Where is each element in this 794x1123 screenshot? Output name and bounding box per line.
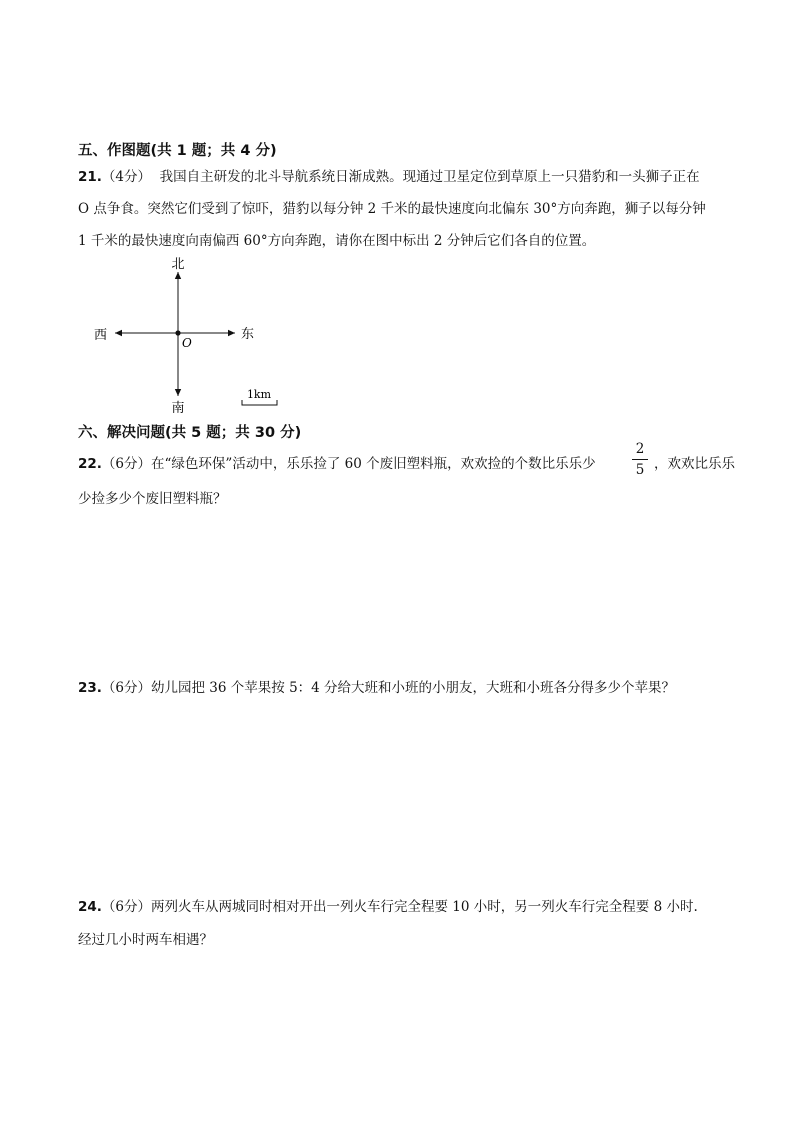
question-24-line-1 [78, 895, 698, 915]
question-22-line-1a [78, 452, 596, 472]
question-24-line-2: 经过几小时两车相遇？ [78, 932, 213, 948]
question-text: 幼儿园把 36 个苹果按 5：4 分给大班和小班的小朋友，大班和小班各分得多少个苹果？ [151, 680, 676, 696]
section-title-5: 五、作图题(共 1 题；共 4 分) [78, 143, 277, 159]
question-text: 在“绿色环保”活动中，乐乐捡了 60 个废旧塑料瓶，欢欢捡的个数比乐乐少 [151, 456, 596, 472]
fraction-numerator: 2 [635, 441, 645, 457]
question-points: （6分） [101, 899, 152, 915]
question-number: 24. [78, 899, 102, 915]
question-points: （4分） [101, 169, 152, 185]
question-22-line-2: 少捡多少个废旧塑料瓶？ [78, 491, 227, 507]
section-title-6: 六、解决问题(共 5 题；共 30 分) [78, 425, 302, 441]
north-label: 北 [171, 257, 185, 272]
origin-label: O [182, 336, 192, 350]
fraction-bar [632, 459, 648, 460]
origin-point [175, 330, 180, 335]
question-22-line-1b: ，欢欢比乐乐 [654, 456, 735, 472]
scale-label: 1km [246, 388, 272, 401]
fraction-denominator: 5 [635, 462, 645, 478]
question-23-line-1 [78, 676, 675, 696]
fraction-two-fifths [632, 440, 648, 479]
question-21-line-1 [78, 165, 700, 185]
south-label: 南 [171, 401, 185, 416]
question-points: （6分） [101, 680, 152, 696]
question-text: 我国自主研发的北斗导航系统日渐成熟。现通过卫星定位到草原上一只猎豹和一头狮子正在 [159, 169, 700, 185]
question-number: 21. [78, 169, 102, 185]
question-21-line-3: 1 千米的最快速度向南偏西 60°方向奔跑，请你在图中标出 2 分钟后它们各自的位置。 [78, 233, 596, 249]
question-21-line-2: O 点争食。突然它们受到了惊吓，猎豹以每分钟 2 千米的最快速度向北偏东 30°方向奔跑，狮子以每分钟 [78, 201, 706, 217]
west-label: 西 [94, 328, 108, 343]
question-text: 两列火车从两城同时相对开出一列火车行完全程要 10 小时，另一列火车行完全程要 8 小时. [151, 899, 698, 915]
question-points: （6分） [101, 456, 152, 472]
compass-diagram [80, 250, 300, 420]
east-label: 东 [241, 327, 255, 342]
question-number: 23. [78, 680, 102, 696]
question-number: 22. [78, 456, 102, 472]
